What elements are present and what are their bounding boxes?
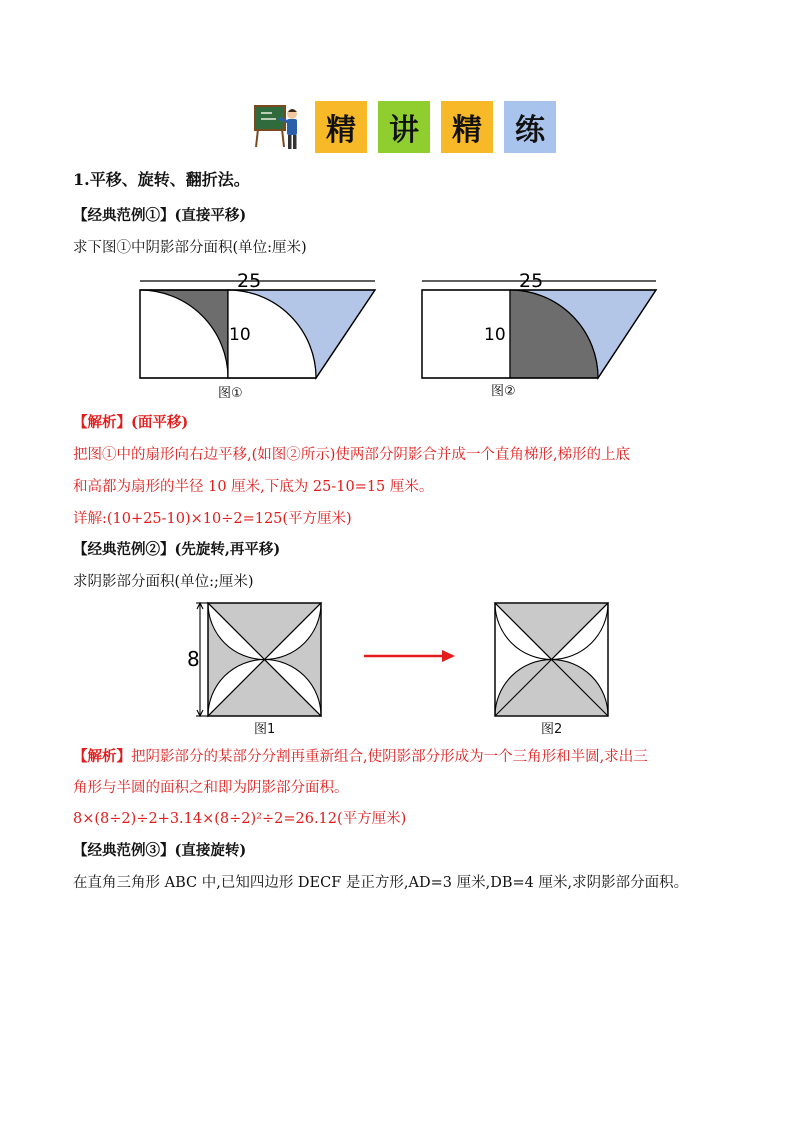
example3-heading: 【经典范例③】(直接旋转) [73, 842, 247, 859]
teacher-icon [252, 101, 304, 153]
fig2-side-label: 10 [484, 325, 506, 345]
example2-figure1 [180, 598, 330, 722]
example1-figure2 [412, 268, 672, 384]
banner-char: 精 [452, 113, 482, 148]
example3-question: 在直角三角形 ABC 中,已知四边形 DECF 是正方形,AD=3 厘米,DB=4 厘米,求阴影部分面积。 [73, 875, 689, 891]
example1-analysis-line1: 把图①中的扇形向右边平移,(如图②所示)使两部分阴影合并成一个直角梯形,梯形的上底 [73, 447, 631, 463]
banner-char: 练 [515, 113, 545, 148]
fig21-side-label: 8 [187, 647, 200, 671]
fig21-caption: 图1 [254, 722, 276, 737]
banner-char: 讲 [389, 113, 419, 148]
fig22-caption: 图2 [541, 722, 563, 737]
banner-char: 精 [326, 113, 356, 148]
fig2-caption: 图② [491, 384, 516, 399]
right-arrow-icon [362, 648, 458, 664]
fig1-side-label: 10 [229, 325, 251, 345]
banner-tile-jing [315, 101, 367, 153]
example1-analysis-heading: 【解析】(面平移) [73, 414, 189, 431]
example1-question: 求下图①中阴影部分面积(单位:厘米) [73, 240, 307, 256]
example2-figure2 [490, 598, 614, 722]
example2-formula: 8×(8÷2)÷2+3.14×(8÷2)²÷2=26.12(平方厘米) [73, 811, 407, 827]
example2-analysis-prefix: 【解析】 [73, 748, 131, 765]
example1-analysis-line2: 和高都为扇形的半径 10 厘米,下底为 25-10=15 厘米。 [73, 479, 434, 495]
section-title: 1.平移、旋转、翻折法。 [73, 170, 250, 189]
example2-question: 求阴影部分面积(单位:;厘米) [73, 574, 254, 590]
example1-figure1 [130, 268, 390, 384]
banner-tile-jiang [378, 101, 430, 153]
example1-heading: 【经典范例①】(直接平移) [73, 207, 247, 224]
example2-analysis-line2: 角形与半圆的面积之和即为阴影部分面积。 [73, 780, 349, 796]
banner-tile-lian [504, 101, 556, 153]
banner-tile-jing-2 [441, 101, 493, 153]
fig2-top-label: 25 [519, 270, 544, 292]
example2-analysis-text: 把阴影部分的某部分分割再重新组合,使阴影部分形成为一个三角形和半圆,求出三 [131, 749, 648, 765]
example1-detail: 详解:(10+25-10)×10÷2=125(平方厘米) [73, 511, 352, 527]
fig1-caption: 图① [218, 386, 243, 401]
example2-heading: 【经典范例②】(先旋转,再平移) [73, 541, 281, 558]
example2-analysis-line1 [73, 747, 648, 767]
header-banner [252, 101, 556, 153]
fig1-top-label: 25 [237, 270, 262, 292]
